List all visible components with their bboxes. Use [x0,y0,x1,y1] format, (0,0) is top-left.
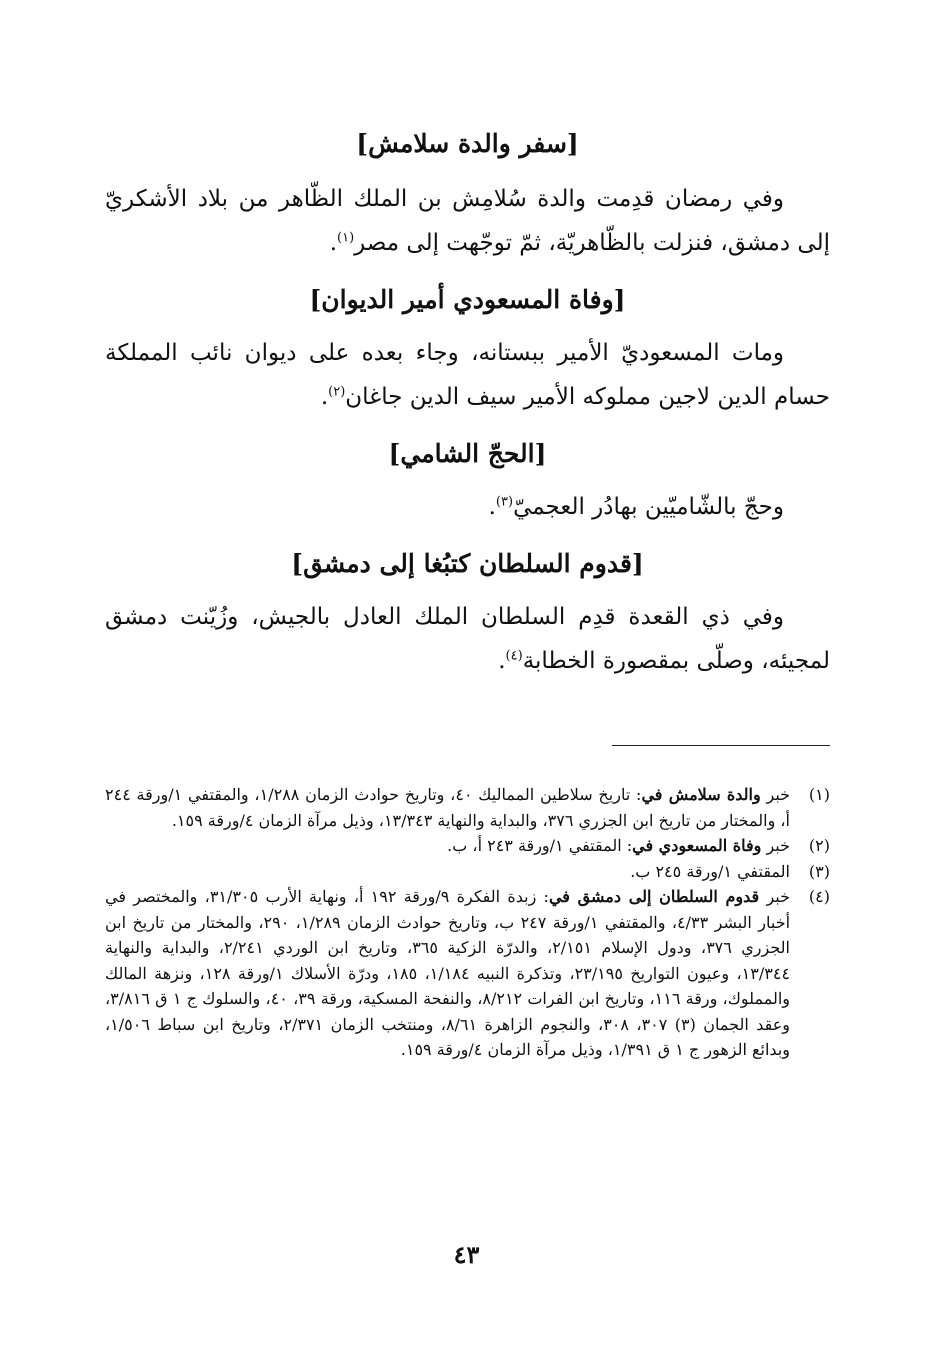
footnote-number: (١) [808,785,830,804]
footnote-text [105,782,790,833]
section-heading: [وفاة المسعودي أمير الديوان] [309,285,626,314]
section-paragraph [105,485,830,529]
footnote-sources: : تاريخ سلاطين المماليك ٤٠، وتاريخ حوادث الزمان ١/٢٨٨، والمقتفي ١/ورقة ٢٤٤ أ، والمختار من تاريخ ابن الجزري ٣٧٦، والبداية والنهاية ١٣/٣٤٣، وذيل مرآة الزمان ٤/ورقة ١٥٩. [105,785,790,830]
footnote-item [105,884,830,1063]
footnote-ref[interactable]: (١) [337,230,355,246]
footnote-ref[interactable]: (٢) [328,384,346,400]
footnote-ref[interactable]: (٤) [505,648,523,664]
section-heading: [قدوم السلطان كتبُغا إلى دمشق] [291,549,644,578]
footnote-sources: : المقتفي ١/ورقة ٢٤٣ أ، ب. [447,836,633,855]
paragraph-text: وفي رمضان قدِمت والدة سُلامِش بن الملك الظّاهر من بلاد الأشكريّ إلى دمشق، فنزلت بالظّاهريّة، ثمّ توجّهت إلى مصر [105,186,830,256]
footnotes [105,782,830,1063]
footnote-subject: قدوم السلطان إلى دمشق في [548,887,760,906]
main-text [105,105,830,683]
paragraph-text: وفي ذي القعدة قدِم السلطان الملك العادل بالجيش، وزُيّنت دمشق لمجيئه، وصلّى بمقصورة الخطابة [105,604,830,674]
footnote-separator [612,745,830,746]
section-paragraph [105,331,830,419]
footnote-sources: المقتفي ١/ورقة ٢٤٥ ب. [630,861,790,881]
footnote-text [105,833,790,859]
page-number: ٤٣ [453,1240,480,1269]
footnote-text [105,859,790,885]
section-paragraph [105,177,830,265]
paragraph-end: . [320,384,329,410]
paragraph-text: ومات المسعوديّ الأمير ببستانه، وجاء بعده على ديوان نائب المملكة حسام الدين لاجين مملوكه الأمير سيف الدين جاغان [105,340,830,410]
footnote-lead: خبر [759,887,791,906]
footnote-text [105,884,790,1063]
footnote-lead: خبر [760,785,791,804]
section-paragraph [105,595,830,683]
footnote-subject: وفاة المسعودي في [632,836,762,855]
footnote-sources: : زبدة الفكرة ٩/ورقة ١٩٢ أ، ونهاية الأرب ٣١/٣٠٥، والمختصر في أخبار البشر ٤/٣٣، والمقتفي ١/ورقة ٢٤٧ ب، وتاريخ حوادث الزمان ١/٢٨٩، ٢٩٠، والمختار من تاريخ ابن الجزري ٣٧٦، ودول الإسلام ٢/١٥١، والدرّة الزكية ٣٦٥، وتاريخ ابن الوردي ٢/٢٤١، والبداية والنهاية ١٣/٣٤٤، وعيون التواريخ ٢٣/١٩٥، وتذكرة النبيه ١/١٨٤، ١٨٥، ودرّة الأسلاك ١/ورقة ١٢٨، ونزهة المالك والمملوك، ورقة ١١٦، وتاريخ ابن الفرات ٨/٢١٢، والنفحة المسكية، ورقة ٣٩، ٤٠، والسلوك ج ١ ق ٣/٨١٦، وعقد الجمان (٣) ٣٠٧، ٣٠٨، والنجوم الزاهرة ٨/٦١، ومنتخب الزمان ٢/٣٧١، وتاريخ ابن سباط ١/٥٠٦، وبدائع الزهور ج ١ ق ١/٣٩١، وذيل مرآة الزمان ٤/ورقة ١٥٩. [105,887,791,1059]
footnote-item [105,859,830,885]
footnote-item [105,782,830,833]
paragraph-end: . [488,494,496,520]
section-heading: [سفر والدة سلامش] [356,129,579,158]
footnote-lead: خبر [761,836,790,855]
paragraph-end: . [329,230,338,256]
footnote-subject: والدة سلامش في [641,785,761,804]
paragraph-end: . [498,648,506,674]
footnote-number: (٤) [808,887,830,906]
footnote-ref[interactable]: (٣) [495,494,514,510]
footnote-item [105,833,830,859]
paragraph-text: وحجّ بالشّاميّين بهادُر العجميّ [513,494,784,520]
footnote-number: (٢) [808,836,830,855]
footnote-number: (٣) [808,861,830,881]
section-heading: [الحجّ الشامي] [388,439,547,468]
